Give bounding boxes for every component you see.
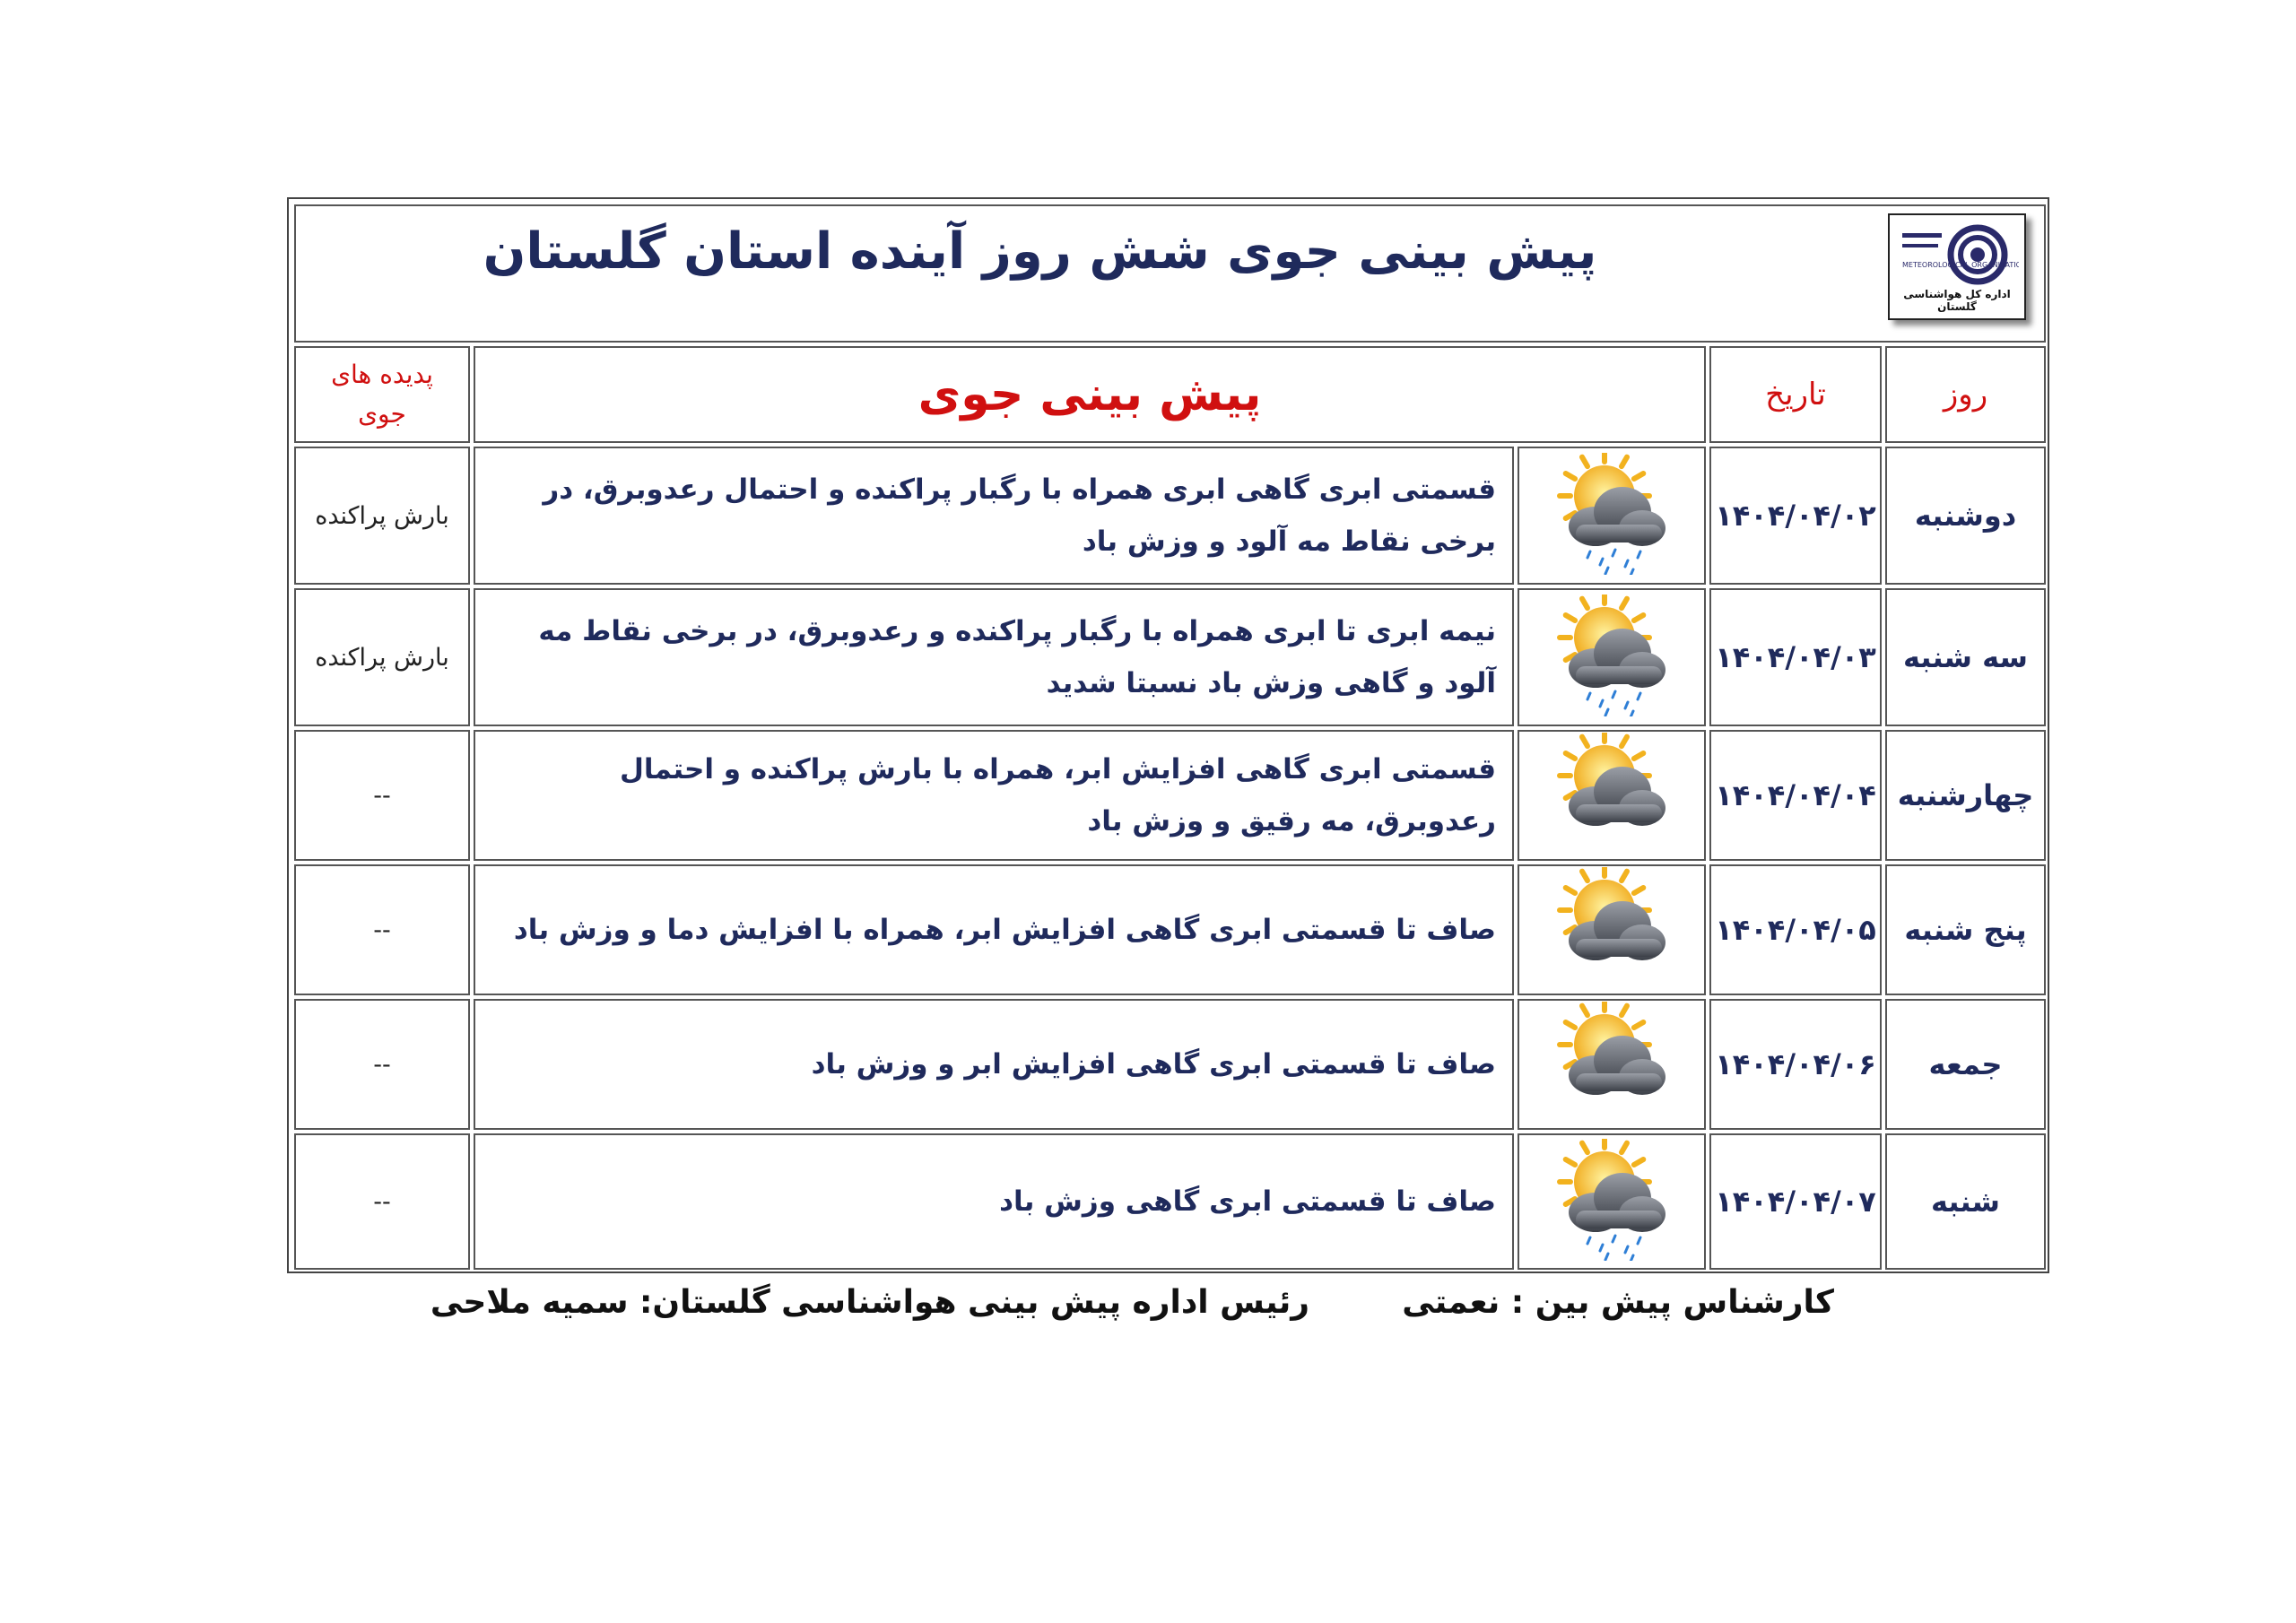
phenomena-cell: -- bbox=[294, 864, 470, 995]
header-forecast: پیش بینی جوی bbox=[474, 346, 1706, 443]
table-row bbox=[294, 447, 2046, 585]
forecast-cell: نیمه ابری تا ابری همراه با رگبار پراکنده و رعدوبرق، در برخی نقاط مه آلود و گاهی وزش باد نسبتا شدید bbox=[474, 588, 1514, 726]
day-cell: دوشنبه bbox=[1885, 447, 2046, 585]
phenomena-cell: -- bbox=[294, 1133, 470, 1270]
sun-cloud-rain-icon bbox=[1518, 1133, 1706, 1270]
forecast-cell: صاف تا قسمتی ابری گاهی افزایش ابر و وزش باد bbox=[474, 999, 1514, 1130]
organization-logo bbox=[1888, 213, 2026, 320]
date-cell: ۱۴۰۴/۰۴/۰۴ bbox=[1709, 730, 1882, 861]
date-cell: ۱۴۰۴/۰۴/۰۳ bbox=[1709, 588, 1882, 726]
meteorological-organization-logo-icon bbox=[1895, 221, 2019, 291]
forecast-cell: صاف تا قسمتی ابری گاهی افزایش ابر، همراه با افزایش دما و وزش باد bbox=[474, 864, 1514, 995]
footer-forecaster: کارشناس پیش بین : نعمتی bbox=[1402, 1284, 1834, 1321]
phenomena-cell: -- bbox=[294, 999, 470, 1130]
sun-cloud-rain-icon bbox=[1518, 447, 1706, 585]
day-cell: جمعه bbox=[1885, 999, 2046, 1130]
sun-cloud-icon bbox=[1518, 730, 1706, 861]
logo-text: METEOROLOGICAL ORGANIZATION bbox=[1902, 261, 2019, 269]
date-cell: ۱۴۰۴/۰۴/۰۲ bbox=[1709, 447, 1882, 585]
table-row bbox=[294, 999, 2046, 1130]
phenomena-cell: بارش پراکنده bbox=[294, 447, 470, 585]
day-cell: چهارشنبه bbox=[1885, 730, 2046, 861]
table-row bbox=[294, 730, 2046, 861]
header-day: روز bbox=[1885, 346, 2046, 443]
header-phenomena-line1: پدیده های bbox=[331, 360, 433, 389]
sun-cloud-icon bbox=[1518, 864, 1706, 995]
table-row bbox=[294, 1133, 2046, 1270]
forecast-table bbox=[291, 201, 2049, 1273]
forecast-cell: قسمتی ابری گاهی افزایش ابر، همراه با بارش پراکنده و احتمال رعدوبرق، مه رقیق و وزش باد bbox=[474, 730, 1514, 861]
sun-cloud-rain-icon bbox=[1518, 588, 1706, 726]
phenomena-cell: -- bbox=[294, 730, 470, 861]
day-cell: پنج شنبه bbox=[1885, 864, 2046, 995]
table-row bbox=[294, 864, 2046, 995]
forecast-cell: صاف تا قسمتی ابری گاهی وزش باد bbox=[474, 1133, 1514, 1270]
table-row bbox=[294, 588, 2046, 726]
day-cell: شنبه bbox=[1885, 1133, 2046, 1270]
date-cell: ۱۴۰۴/۰۴/۰۶ bbox=[1709, 999, 1882, 1130]
sun-cloud-icon bbox=[1518, 999, 1706, 1130]
title-cell bbox=[294, 204, 2046, 343]
forecast-cell: قسمتی ابری گاهی ابری همراه با رگبار پراکنده و احتمال رعدوبرق، در برخی نقاط مه آلود و وزش باد bbox=[474, 447, 1514, 585]
header-phenomena bbox=[294, 346, 470, 443]
day-cell: سه شنبه bbox=[1885, 588, 2046, 726]
header-date: تاریخ bbox=[1709, 346, 1882, 443]
phenomena-cell: بارش پراکنده bbox=[294, 588, 470, 726]
logo-caption: اداره کل هواشناسی گلستان bbox=[1903, 288, 2011, 313]
date-cell: ۱۴۰۴/۰۴/۰۷ bbox=[1709, 1133, 1882, 1270]
date-cell: ۱۴۰۴/۰۴/۰۵ bbox=[1709, 864, 1882, 995]
header-phenomena-line2: جوی bbox=[358, 399, 406, 429]
page-title: پیش بینی جوی شش روز آینده استان گلستان bbox=[483, 222, 1597, 281]
footer-head: رئیس اداره پیش بینی هواشناسی گلستان: سمیه ملاحی bbox=[430, 1284, 1309, 1321]
